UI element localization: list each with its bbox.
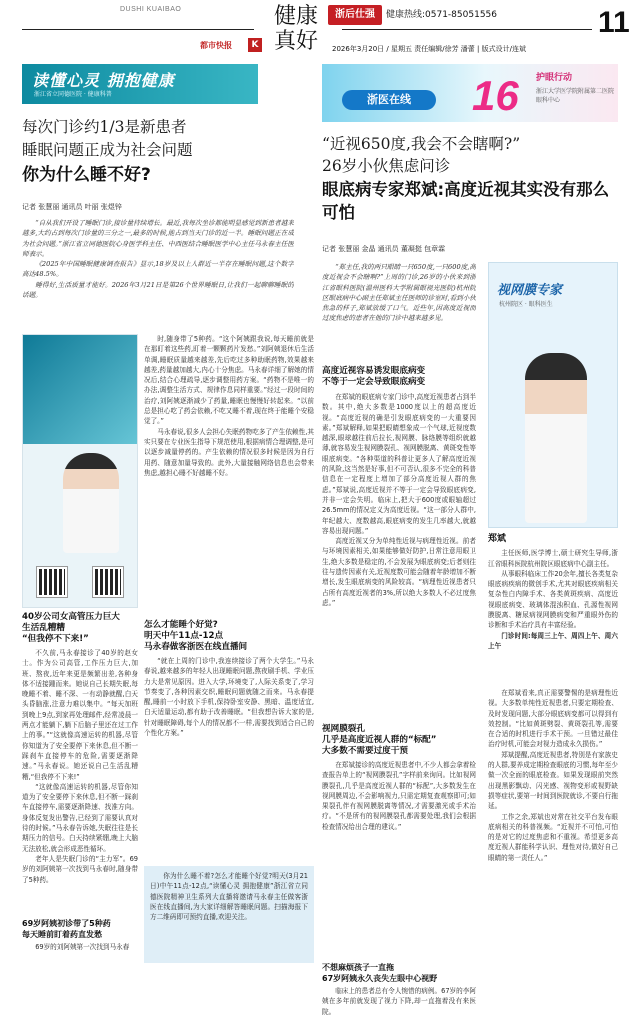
right-banner-badge: 浙医在线 <box>342 90 436 110</box>
live-stream-sidebar <box>144 866 314 963</box>
doctor-promo-card <box>488 262 618 528</box>
right-col-c-p2: 高度近视又分为单纯性近视与病理性近视。前者与环境因素相关,如果能够做好防护,日常注意用眼卫生,绝大多数是稳定的,不会发展为眼底病变;后者则往往与遗传因素有关,近视度数可能会随着年龄增加不断增长,发生眼底病变的风险较高。“病理性近视患者只占所有高度近视者的3%,所以绝大多数人不必过度焦虑。” <box>322 537 476 607</box>
dateline: 2026年3月20日 / 星期五 责任编辑/徐芳 潘蕾 | 版式设计/连斌 <box>332 45 526 53</box>
column-title-line2: 真好 <box>274 29 319 54</box>
left-sub-1b: 生活乱糟糟 <box>22 623 65 633</box>
zj-logo: 浙后仕强 <box>328 5 382 25</box>
left-banner-title: 读懂心灵 拥抱健康 <box>32 71 175 90</box>
left-sub-3 <box>144 620 314 653</box>
card-tag: 杭州院区 · 眼科医生 <box>499 301 553 308</box>
bio-name: 郑斌 <box>488 534 507 544</box>
right-sub-3b: 67岁阿姨永久丧失左眼中心视野 <box>322 974 438 983</box>
page-number: 11 <box>598 6 630 39</box>
right-banner-number: 16 <box>472 72 519 119</box>
right-col-c-p3: 在郑斌接诊的高度近视患者中,不少人都会拿着检查报告单上的“视网膜裂孔”字样前来询问。比如视网膜裂孔,几乎是高度近视人群的“标配”,大多数发生在视网膜周边,不会影响视力,只需定期复查观察即可;如果裂孔伴有视网膜脱离等情况,才需要激光或手术治疗。“不是所有的视网膜裂孔都需要处理,我们会根据检查情况给出合理的建议。” <box>322 761 476 831</box>
right-kicker-2: 26岁小伙焦虑问诊 <box>322 157 451 175</box>
right-banner <box>322 64 618 122</box>
right-banner-tag: 护眼行动 <box>536 73 573 83</box>
left-lead-p1: “自从我们开设了睡眠门诊,接诊量持续增长。最近,我每次坐诊都能明显感觉到新患者越来越多,大约占到每次门诊量的三分之一,最多的时候,能占到当天门诊的近一半。睡眠问题正在成为社会问题。”浙江省立同德医院心身医学科主任、中西医结合睡眠医学中心主任马永春主任医师表示。 <box>22 219 294 258</box>
right-col-c-tail <box>322 986 476 1020</box>
right-col-d-p1: 在郑斌看来,真正需要警惕的是病理性近视。大多数单纯性近视患者,只要定期检查、及时发现问题,大部分眼底病变都可以得到有效控制。“比如黄斑劈裂、黄斑裂孔等,需要在合适的时机进行手术干预。一旦错过最佳治疗时机,可能会对视力造成永久损伤。” <box>488 689 618 749</box>
left-sub-2 <box>22 918 138 940</box>
card-title: 视网膜专家 <box>497 283 563 298</box>
logo-en: DUSHI KUAIBAO <box>120 6 182 13</box>
left-col-b-p3: “就在上周的门诊中,我连续接诊了两个大学生。”马永春说,越来越多的年轻人出现睡眠问题,熬夜刷手机、学业压力大是常见原因。进入大学,环境变了,人际关系变了,学习节奏变了,各种因素交织,睡眠问题就随之而来。马永春提醒,睡前一小时放下手机,保持卧室安静、黑暗、温度适宜,白天适量运动,都有助于改善睡眠。“但我想告诉大家的是,针对睡眠障碍,每个人的情况都不一样,需要找到适合自己的个性化方案。” <box>144 657 314 738</box>
left-kicker-2: 睡眠问题正成为社会问题 <box>22 141 193 159</box>
right-sub-1 <box>322 366 476 388</box>
right-banner-sub: 浙江大学医学院附属第二医院眼科中心 <box>536 88 615 104</box>
left-lead-p2: 《2025年中国睡眠健康调查报告》显示,18岁及以上人群近一半存在睡眠问题,这个数字高达48.5%。 <box>22 260 294 279</box>
right-headline: 眼底病专家郑斌:高度近视其实没有那么可怕 <box>322 180 610 222</box>
logo-cn: 都市快报 <box>200 41 232 50</box>
right-col-d-body <box>488 688 618 1020</box>
right-byline: 记者 张慧丽 金晶 通讯员 董凝挺 包章霖 <box>322 245 446 253</box>
right-sub-3 <box>322 962 476 984</box>
header-rule-right <box>342 29 592 30</box>
doctor-figure-icon <box>63 453 119 553</box>
left-col-b-p2: 马永春说,很多人会担心失眠药物吃多了产生依赖性,其实只要在专业医生指导下规范使用,根据病情合理调整,是可以逐步减量停药的。产生依赖的情况很多时候是因为自行用药、随意加量导致的。此外,大量接触网络信息也会带来焦虑,越担心睡不好越睡不好。 <box>144 427 314 477</box>
sleep-poster-image <box>22 334 138 608</box>
right-sub-2a: 视网膜裂孔 <box>322 724 365 734</box>
left-banner <box>22 64 258 104</box>
right-lead <box>322 262 476 358</box>
bio-p1: 主任医师,医学博士,硕士研究生导师,浙江省眼科医院杭州院区眼底病中心副主任。 <box>488 549 618 568</box>
left-col-a-tail <box>22 942 138 1018</box>
column-title-line1: 健康 <box>274 4 319 29</box>
qr-code-icon-2[interactable] <box>93 567 123 597</box>
right-sub-2b: 几乎是高度近视人群的“标配” <box>322 735 437 745</box>
right-sub-1b: 不等于一定会导致眼底病变 <box>322 377 426 387</box>
right-sub-2c: 大多数不需要过度干预 <box>322 746 408 756</box>
left-banner-sub: 浙江省立同德医院 · 健康科普 <box>34 91 112 98</box>
right-col-d-p3: 工作之余,郑斌也对常在社交平台发布眼底病相关的科普视频。“近视并不可怕,可怕的是对它的过度焦虑和不重视。希望更多高度近视人群能科学认识、理性对待,做好自己眼睛的第一责任人。” <box>488 812 618 862</box>
left-sub-1 <box>22 612 138 645</box>
poster-top-band <box>23 335 137 444</box>
left-sub-3c: 马永春做客浙医在线直播间 <box>144 642 248 652</box>
right-sub-3a: 不想麻烦孩子一直拖 <box>322 963 394 972</box>
left-lead <box>22 218 294 326</box>
doctor-zheng-icon <box>525 353 587 523</box>
column-title <box>274 4 318 54</box>
left-sub-1c: “但我停不下来!” <box>22 634 89 644</box>
page-header <box>0 0 642 62</box>
left-col-b-p1: 时,随身带了5种药。“这个阿姨跟我说,每天睡前就是在那盯着这些药,盯着一颗颗药片发愁。”刘阿姨退休后生活单调,睡眠质量越来越差,先后吃过多种助眠药物,效果越来越差,药量越加越大,内心十分焦虑。马永春详细了解她的情况后,结合心理疏导,逐步调整用药方案。“药物不是唯一的办法,调整生活方式、规律作息同样重要。”经过一段时间的治疗,刘阿姨逐渐减少了药量,睡眠也慢慢好转起来。“以前总是担心吃了药会依赖,不吃又睡不着,现在终于能睡个安稳觉了。” <box>144 335 314 426</box>
left-lead-p3: 睡得好,生活质量才能好。2026年3月21日是第26个世界睡眠日,让我们一起聊聊睡眠的话题。 <box>22 280 294 300</box>
qr-code-icon[interactable] <box>37 567 67 597</box>
left-kicker-1: 每次门诊约1/3是新患者 <box>22 118 187 136</box>
right-kicker-1: “近视650度,我会不会瞎啊?” <box>322 135 521 153</box>
right-lead-p: “郑主任,我的两只眼睛一只650度,一只600度,高度近视会不会瞎啊?”上周的门诊,26岁的小伙来到浙江省眼科医院(温州医科大学附属眼视光医院)杭州院区眼底病中心副主任郑斌主任医师的诊室时,看到小伙焦急的样子,郑斌放缓了口气。近些年,因高度近视而过度焦虑的患者在他的门诊中越来越多见。 <box>322 263 476 323</box>
left-sub-2a: 69岁阿姨初诊带了5种药 <box>22 919 111 928</box>
left-col-b-body-2 <box>144 656 314 860</box>
left-byline: 记者 张慧丽 通讯员 叶丽 张煜锌 <box>22 203 122 211</box>
sidebar-text: 你为什么睡不着?怎么才能睡个好觉?明天(3月21日)中午11点-12点,“读懂心灵 拥抱健康”浙江省立同德医院精神卫生系列大直播将邀请马永春主任做客浙医在线直播间,为大家详细解答睡眠问题。扫描海报下方二维码即可预约直播,欢迎关注。 <box>150 872 308 922</box>
doctor-bio <box>488 534 618 680</box>
left-col-a-p2: “这就像高速运转的机器,尽管你知道为了安全要停下来休息,但不断一踩刹车直接停车,需要逐渐降速、找准方向。身体反复发出警告,已经到了需要认真对待的时候。”马永春告诉她,失眠往往是长期压力的信号。白天持续紧绷,晚上大脑无法放松,就会形成恶性循环。 <box>22 782 138 853</box>
left-col-b-body <box>144 334 314 612</box>
bio-p2: 从事眼科临床工作20余年,擅长各类复杂眼底病疾病的微创手术,尤其对眼底疾病相关复杂性白内障手术、各类黄斑疾病、高度近视眼底病变、玻璃体混浊积血、孔源性视网膜脱离、糖尿病视网膜病变和严重眼外伤的诊断和手术治疗具有丰富经验。 <box>488 569 618 630</box>
right-sub-1a: 高度近视容易诱发眼底病变 <box>322 366 426 376</box>
right-col-c-body-2 <box>322 760 476 954</box>
left-headline: 你为什么睡不好? <box>22 165 151 185</box>
right-col-c-p4: 临床上的患者总有令人惋惜的病例。67岁的李阿姨在多年前就发现了视力下降,却一直拖着没有来医院。 <box>322 987 476 1016</box>
header-rule-left <box>22 29 254 30</box>
right-col-d-p2: 郑斌提醒,高度近视患者,特别是有家族史的人群,要养成定期检查眼底的习惯,每年至少做一次全面的眼底检查。如果发现眼前突然出现黑影飘动、闪光感、视物变形或视野缺损等症状,要第一时间到医院就诊,不要自行拖延。 <box>488 750 618 811</box>
left-sub-2b: 每天睡前盯着药直发愁 <box>22 930 102 939</box>
bio-p3: 门诊时间:每周三上午、周四上午、周六上午 <box>488 631 618 650</box>
hotline: 健康热线:0571-85051556 <box>386 10 497 20</box>
left-sub-3b: 明天中午11点-12点 <box>144 631 224 641</box>
right-col-c-p1: 在郑斌的眼底病专家门诊中,高度近视患者占到半数。其中,绝大多数是1000度以上的超高度近视。“高度近视的确是引发眼底病变的一大重要因素。”郑斌解释,如果把眼睛想象成一个气球,近视度数越深,眼球越往前后拉长,视网膜、脉络膜等组织就越薄,就容易发生视网膜裂孔、视网膜脱离、黄斑变性等眼底病变。“各种渠道的科普让更多人了解高度近视的风险,这当然是好事,但不可否认,很多不完全的科普信息在一定程度上增加了部分高度近视人群的焦虑。”郑斌说,高度近视并不等于一定会导致眼底病变,并非一定会失明。临床上,把大于600度或眼轴超过26.5mm的情况定义为高度近视。“这一部分人群中,年纪越大、度数越高,眼底病变的发生几率越大,就越容易出现问题。” <box>322 393 476 535</box>
left-col-a-p4: 69岁的刘阿姨第一次找到马永春 <box>35 943 130 951</box>
right-sub-2 <box>322 724 476 757</box>
left-sub-1a: 40岁公司女高管压力巨大 <box>22 612 120 622</box>
right-col-c-body <box>322 392 476 718</box>
left-col-a-body <box>22 648 138 902</box>
logo-k-icon: K <box>248 38 262 52</box>
left-sub-3a: 怎么才能睡个好觉? <box>144 620 218 630</box>
left-col-a-p1: 不久前,马永春接诊了40岁的赵女士。作为公司高管,工作压力巨大,加班、熬夜,近年来更是频繁出差,各种身体不适接踵而来。她说自己长期失眠,每晚睡不着、睡不深、一有动静就醒,白天头昏脑涨,注意力难以集中。“每天加班到晚上9点,到家再处理邮件,经常凌晨一两点才能躺下,躺下后脑子里还在过工作上的事。”“这就像高速运转的机器,尽管你知道为了安全要停下来休息,但不断一踩刹车直接停车的危险,需要逐渐降速。”马永春说。她还说自己生活乱糟糟,“但我停不下来!” <box>22 649 138 781</box>
left-col-a-p3: 老年人是失眠门诊的“主力军”。69岁的刘阿姨第一次找到马永春时,随身带了5种药。 <box>22 854 138 884</box>
